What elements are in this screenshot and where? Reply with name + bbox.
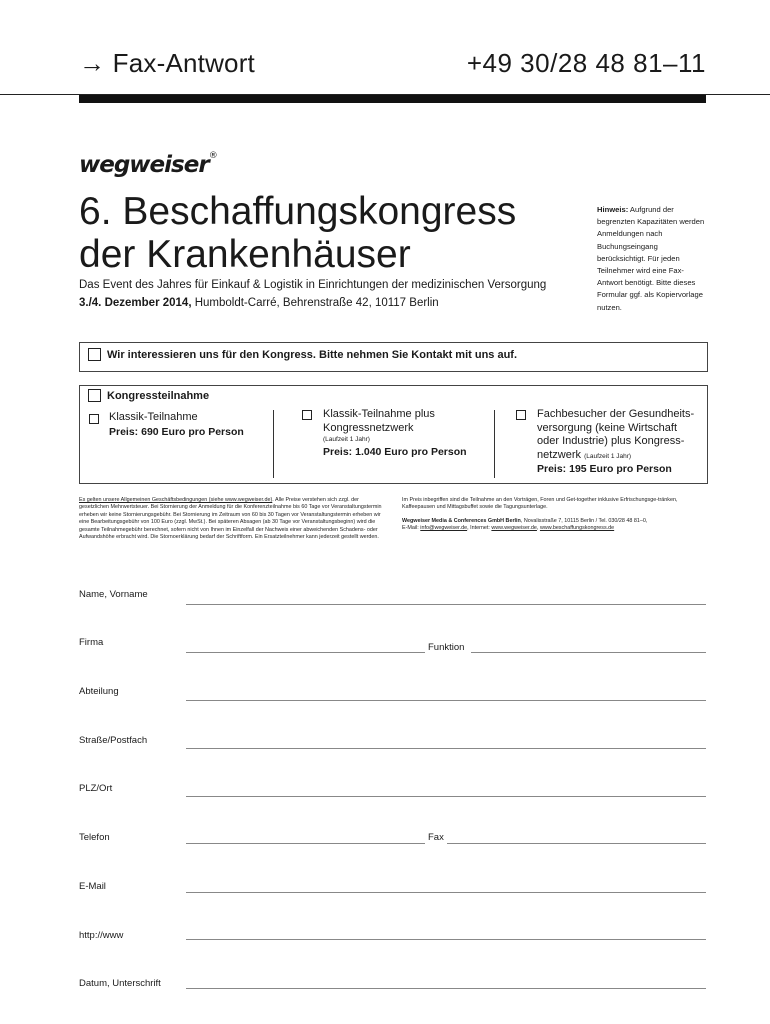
title-line-1: 6. Beschaffungskongress (79, 190, 517, 233)
header-black-bar (79, 95, 706, 103)
arrow-right-icon: → (79, 48, 106, 78)
hint-label: Hinweis: (597, 205, 629, 214)
option-klassik-plus-note: (Laufzeit 1 Jahr) (323, 436, 370, 443)
datum-label: Datum, Unterschrift (79, 978, 161, 989)
registered-mark: ® (208, 151, 217, 161)
terms-link[interactable]: Es gelten unsere Allgemeinen Geschäftsbedingungen (siehe www.wegweiser.de) (79, 497, 273, 503)
option-fachbesucher (537, 408, 702, 476)
terms-text (79, 497, 386, 541)
name-field[interactable] (186, 604, 706, 605)
option-klassik-plus-label: Klassik-Teilnahme plus Kongressnetzwerk (323, 408, 435, 434)
option-klassik-plus-checkbox[interactable] (302, 410, 312, 420)
fax-answer-label: Fax-Antwort (112, 48, 255, 78)
signature-field[interactable] (186, 988, 706, 989)
option-klassik (109, 411, 269, 439)
option-klassik-price: Preis: 690 Euro pro Person (109, 425, 244, 438)
website-link[interactable]: www.wegweiser.de (491, 525, 537, 532)
fax-number: +49 30/28 48 81–11 (466, 48, 706, 78)
funktion-label: Funktion (428, 642, 465, 653)
option-fachbesucher-checkbox[interactable] (516, 410, 526, 420)
hint-text: Aufgrund der begrenzten Kapazitäten werden Anmeldungen nach Buchungseingang berücksichtigt. Für jeden Teilnehmer wird eine Fax-Antwort benötigt. Bitte dieses Formular ggf. als Kopiervorlage nutzen. (597, 205, 705, 312)
link-separator: , (536, 525, 540, 532)
included-body: Im Preis inbegriffen sind die Teilnahme an den Vorträgen, Foren und Get-together inklusive Erfrischungsge-tränken, Kaffeepausen und Mittagsbuffet sowie die Tagungsunterlage. (402, 497, 678, 511)
firma-label: Firma (79, 637, 104, 648)
strasse-field[interactable] (186, 748, 706, 749)
option-klassik-plus (323, 408, 493, 459)
interest-label: Wir interessieren uns für den Kongress. Bitte nehmen Sie Kontakt mit uns auf. (107, 349, 518, 361)
option-fachbesucher-price: Preis: 195 Euro pro Person (537, 463, 672, 475)
telefon-field[interactable] (186, 843, 425, 844)
event-dateline (79, 297, 439, 309)
page-title (79, 190, 516, 276)
fax-answer-title (79, 48, 255, 79)
hint-note (597, 204, 707, 314)
option-divider-1 (273, 410, 274, 478)
abteilung-label: Abteilung (79, 686, 119, 697)
email-link[interactable]: info@wegweiser.de (420, 525, 468, 532)
fax-label: Fax (428, 832, 444, 843)
kongress-checkbox[interactable] (88, 389, 101, 402)
interest-checkbox[interactable] (88, 348, 101, 361)
option-klassik-plus-price: Preis: 1.040 Euro pro Person (323, 446, 467, 458)
internet-prefix: , Internet: (467, 525, 492, 532)
strasse-label: Straße/Postfach (79, 735, 148, 746)
event-date: 3./4. Dezember 2014, (79, 297, 192, 309)
name-label: Name, Vorname (79, 589, 148, 600)
plz-ort-field[interactable] (186, 796, 706, 797)
fax-field[interactable] (447, 843, 706, 844)
subtitle: Das Event des Jahres für Einkauf & Logistik in Einrichtungen der medizinischen Versorgung (79, 279, 547, 291)
included-text (402, 497, 706, 533)
email-field[interactable] (186, 892, 706, 893)
email-label: E-Mail (79, 881, 106, 892)
option-fachbesucher-text: Fachbesucher der Gesundheits-versorgung (keine Wirtschaft oder Industrie) plus Kongress-netzwerk (537, 408, 695, 461)
plz-ort-label: PLZ/Ort (79, 783, 113, 794)
web-field[interactable] (186, 939, 706, 940)
event-venue: Humboldt-Carré, Behrenstraße 42, 10117 Berlin (191, 297, 439, 309)
web-label: http://www (79, 930, 124, 941)
option-klassik-label: Klassik-Teilnahme (109, 411, 198, 423)
option-divider-2 (494, 410, 495, 478)
company-address: , Novalisstraße 7, 10115 Berlin / Tel. 030/28 48 81–0, (520, 517, 648, 524)
telefon-label: Telefon (79, 832, 110, 843)
email-prefix: E-Mail: (402, 525, 421, 532)
option-fachbesucher-label (537, 408, 702, 462)
company-info (402, 518, 706, 525)
option-klassik-checkbox[interactable] (89, 414, 99, 424)
company-name: Wegweiser Media & Conferences GmbH Berlin (402, 517, 521, 524)
wegweiser-logo (79, 151, 217, 178)
kongress-title: Kongressteilnahme (107, 390, 210, 402)
firma-field[interactable] (186, 652, 425, 653)
funktion-field[interactable] (471, 652, 706, 653)
terms-body: . Alle Preise verstehen sich zzgl. der gesetzlichen Mehrwertsteuer. Bei Stornierung der Anmeldung für die Konferenzteilnahme bis 60 Tage vor Veranstaltungstermin erheben wir keine Stornierungsgebühr. Bei Stornierung im Zeitraum von 60 bis 30 Tagen vor Veranstaltungstermin erheben wir eine Bearbeitungsgebühr von 100 Euro (zzgl. MwSt.). Bei späteren Absagen (ab 30 Tage vor Veranstaltungsbeginn) wird die gesamte Teilnahmegebühr berechnet, sofern nicht von Ihnen im Einzelfall der Nachweis einer abweichenden Schadens- oder Aufwandshöhe erbracht wird. Die Stornoerklärung bedarf der Schriftform. Ein Ersatzteilnehmer kann jederzeit gestellt werden. (79, 497, 382, 541)
congress-website-link[interactable]: www.beschaffungskongress.de (539, 525, 615, 532)
abteilung-field[interactable] (186, 700, 706, 701)
company-contact (402, 525, 706, 532)
option-fachbesucher-note: (Laufzeit 1 Jahr) (584, 452, 632, 460)
title-line-2: der Krankenhäuser (79, 233, 411, 276)
logo-text: wegweiser (79, 152, 209, 178)
